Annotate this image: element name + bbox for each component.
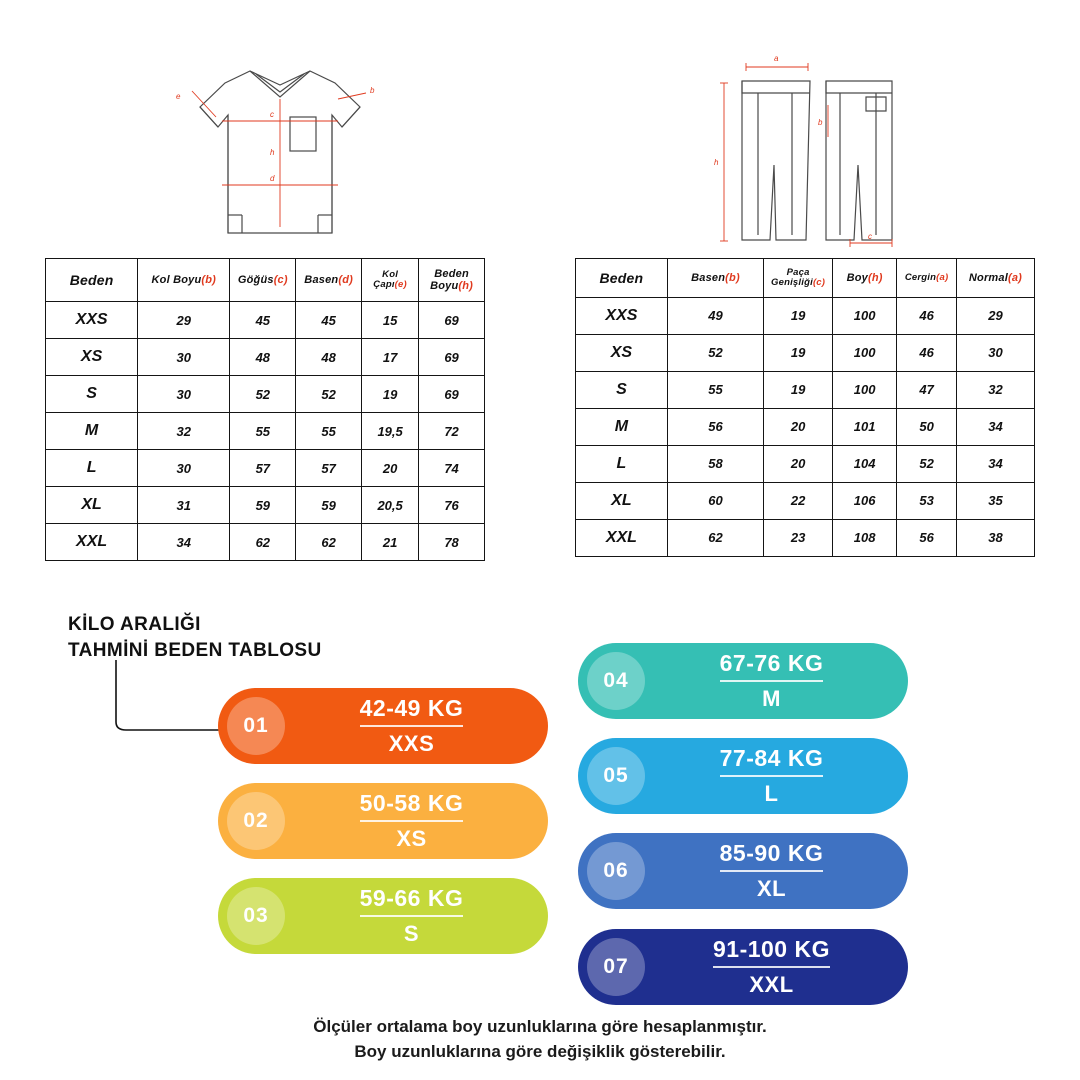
measure-cell: 50 xyxy=(897,408,957,445)
measure-cell: 106 xyxy=(833,482,897,519)
col-beden: Beden xyxy=(576,259,668,298)
shirt-label-b: b xyxy=(370,86,375,95)
table-row xyxy=(46,487,485,524)
col-boy: Boy(h) xyxy=(833,259,897,298)
table-row xyxy=(46,339,485,376)
pill-size-label: S xyxy=(403,921,420,946)
size-label-cell: L xyxy=(576,445,668,482)
pill-size-label: M xyxy=(762,686,781,711)
measure-cell: 55 xyxy=(667,371,763,408)
pill-size-label: XL xyxy=(756,876,787,901)
pill-text xyxy=(285,695,548,757)
measure-cell: 57 xyxy=(230,450,296,487)
col-basen: Basen(d) xyxy=(296,259,362,302)
table-row xyxy=(46,450,485,487)
measure-cell: 29 xyxy=(138,302,230,339)
footnote xyxy=(0,1015,1080,1064)
measure-cell: 34 xyxy=(956,445,1034,482)
size-label-cell: XL xyxy=(46,487,138,524)
pill-size-label: XXS xyxy=(388,731,435,756)
measure-cell: 46 xyxy=(897,334,957,371)
size-label-cell: S xyxy=(576,371,668,408)
shirt-label-h: h xyxy=(270,148,275,157)
measure-cell: 23 xyxy=(764,519,833,556)
measure-cell: 101 xyxy=(833,408,897,445)
measure-cell: 35 xyxy=(956,482,1034,519)
measure-cell: 52 xyxy=(667,334,763,371)
measure-cell: 52 xyxy=(230,376,296,413)
pill-text xyxy=(285,885,548,947)
table-header-row xyxy=(46,259,485,302)
weight-size-pill[interactable] xyxy=(578,929,908,1005)
col-normal: Normal(a) xyxy=(956,259,1034,298)
pants-label-b: b xyxy=(818,118,823,127)
pill-weight-range: 77-84 KG xyxy=(720,745,824,777)
measure-cell: 20 xyxy=(764,445,833,482)
size-label-cell: XL xyxy=(576,482,668,519)
pill-weight-range: 59-66 KG xyxy=(360,885,464,917)
table-row xyxy=(576,334,1035,371)
pants-label-h: h xyxy=(714,158,719,167)
measure-cell: 48 xyxy=(296,339,362,376)
pill-text xyxy=(645,840,908,902)
measure-cell: 30 xyxy=(138,339,230,376)
weight-size-pill[interactable] xyxy=(218,688,548,764)
col-kol-capi: Kol Çapı(e) xyxy=(362,259,419,302)
size-label-cell: M xyxy=(576,408,668,445)
table-row xyxy=(46,376,485,413)
pill-weight-range: 42-49 KG xyxy=(360,695,464,727)
col-beden-boyu: Beden Boyu(h) xyxy=(419,259,485,302)
measure-cell: 30 xyxy=(956,334,1034,371)
measure-cell: 58 xyxy=(667,445,763,482)
measure-cell: 19,5 xyxy=(362,413,419,450)
measure-cell: 104 xyxy=(833,445,897,482)
measure-cell: 52 xyxy=(897,445,957,482)
col-paca-genisligi: Paça Genişliği(c) xyxy=(764,259,833,298)
measure-cell: 62 xyxy=(230,524,296,561)
measure-cell: 55 xyxy=(230,413,296,450)
pants-size-table xyxy=(575,258,1035,557)
col-beden: Beden xyxy=(46,259,138,302)
col-basen: Basen(b) xyxy=(667,259,763,298)
measure-cell: 59 xyxy=(296,487,362,524)
size-label-cell: M xyxy=(46,413,138,450)
shirt-size-table xyxy=(45,258,485,561)
measure-cell: 60 xyxy=(667,482,763,519)
measure-cell: 30 xyxy=(138,376,230,413)
measure-cell: 20 xyxy=(764,408,833,445)
measure-cell: 19 xyxy=(764,371,833,408)
size-label-cell: XXL xyxy=(576,519,668,556)
pill-weight-range: 67-76 KG xyxy=(720,650,824,682)
measure-cell: 34 xyxy=(956,408,1034,445)
measure-cell: 100 xyxy=(833,297,897,334)
measure-cell: 19 xyxy=(362,376,419,413)
pill-weight-range: 85-90 KG xyxy=(720,840,824,872)
measure-cell: 57 xyxy=(296,450,362,487)
size-label-cell: XS xyxy=(576,334,668,371)
bracket-connector xyxy=(112,660,222,740)
size-label-cell: L xyxy=(46,450,138,487)
measure-cell: 108 xyxy=(833,519,897,556)
pill-number-badge: 04 xyxy=(587,652,645,710)
measure-cell: 72 xyxy=(419,413,485,450)
size-label-cell: XXS xyxy=(46,302,138,339)
pill-text xyxy=(645,650,908,712)
table-row xyxy=(46,413,485,450)
measure-cell: 55 xyxy=(296,413,362,450)
measure-cell: 20 xyxy=(362,450,419,487)
measure-cell: 52 xyxy=(296,376,362,413)
table-row xyxy=(576,408,1035,445)
table-row xyxy=(576,297,1035,334)
measure-cell: 59 xyxy=(230,487,296,524)
pants-label-c: c xyxy=(868,232,872,241)
measure-cell: 69 xyxy=(419,376,485,413)
measure-cell: 69 xyxy=(419,339,485,376)
weight-size-pill[interactable] xyxy=(578,643,908,719)
pill-size-label: XS xyxy=(396,826,427,851)
measure-cell: 56 xyxy=(897,519,957,556)
pill-weight-range: 91-100 KG xyxy=(713,936,830,968)
measure-cell: 45 xyxy=(296,302,362,339)
measure-cell: 20,5 xyxy=(362,487,419,524)
pill-number-badge: 05 xyxy=(587,747,645,805)
measure-cell: 47 xyxy=(897,371,957,408)
size-label-cell: XS xyxy=(46,339,138,376)
pill-number-badge: 06 xyxy=(587,842,645,900)
table-row xyxy=(576,519,1035,556)
table-row xyxy=(46,302,485,339)
weight-size-pill[interactable] xyxy=(578,738,908,814)
measure-cell: 45 xyxy=(230,302,296,339)
measure-cell: 38 xyxy=(956,519,1034,556)
measure-cell: 32 xyxy=(138,413,230,450)
size-label-cell: XXL xyxy=(46,524,138,561)
shirt-technical-drawing xyxy=(130,55,430,245)
measure-cell: 49 xyxy=(667,297,763,334)
weight-chart-title-line2: TAHMİNİ BEDEN TABLOSU xyxy=(68,639,322,661)
size-label-cell: S xyxy=(46,376,138,413)
shirt-label-c: c xyxy=(270,110,274,119)
measure-cell: 76 xyxy=(419,487,485,524)
pill-size-label: XXL xyxy=(749,972,794,997)
pants-technical-drawing xyxy=(700,45,930,250)
pill-size-label: L xyxy=(764,781,779,806)
pants-label-a: a xyxy=(774,54,779,63)
pill-number-badge: 07 xyxy=(587,938,645,996)
table-header-row xyxy=(576,259,1035,298)
measure-cell: 100 xyxy=(833,371,897,408)
col-cergin: Cergin(a) xyxy=(897,259,957,298)
measure-cell: 21 xyxy=(362,524,419,561)
footnote-line2: Boy uzunluklarına göre değişiklik gösterebilir. xyxy=(354,1041,726,1061)
measure-cell: 100 xyxy=(833,334,897,371)
measure-cell: 53 xyxy=(897,482,957,519)
weight-size-pill[interactable] xyxy=(218,783,548,859)
measure-cell: 78 xyxy=(419,524,485,561)
measure-cell: 31 xyxy=(138,487,230,524)
measure-cell: 46 xyxy=(897,297,957,334)
measure-cell: 32 xyxy=(956,371,1034,408)
size-label-cell: XXS xyxy=(576,297,668,334)
weight-size-pill[interactable] xyxy=(578,833,908,909)
weight-size-pill[interactable] xyxy=(218,878,548,954)
pill-text xyxy=(645,745,908,807)
shirt-label-d: d xyxy=(270,174,275,183)
measure-cell: 62 xyxy=(296,524,362,561)
pill-text xyxy=(645,936,908,998)
col-gogus: Göğüs(c) xyxy=(230,259,296,302)
col-kol-boyu: Kol Boyu(b) xyxy=(138,259,230,302)
measure-cell: 62 xyxy=(667,519,763,556)
pill-number-badge: 01 xyxy=(227,697,285,755)
pill-number-badge: 03 xyxy=(227,887,285,945)
measure-cell: 19 xyxy=(764,297,833,334)
table-row xyxy=(46,524,485,561)
pill-weight-range: 50-58 KG xyxy=(360,790,464,822)
measure-cell: 74 xyxy=(419,450,485,487)
pill-text xyxy=(285,790,548,852)
measure-cell: 29 xyxy=(956,297,1034,334)
measure-cell: 30 xyxy=(138,450,230,487)
footnote-line1: Ölçüler ortalama boy uzunluklarına göre hesaplanmıştır. xyxy=(313,1017,767,1036)
measure-cell: 15 xyxy=(362,302,419,339)
weight-chart-title xyxy=(68,612,322,663)
measure-cell: 22 xyxy=(764,482,833,519)
measure-cell: 56 xyxy=(667,408,763,445)
measure-cell: 69 xyxy=(419,302,485,339)
measure-cell: 19 xyxy=(764,334,833,371)
table-row xyxy=(576,482,1035,519)
pill-number-badge: 02 xyxy=(227,792,285,850)
measure-cell: 34 xyxy=(138,524,230,561)
measure-cell: 48 xyxy=(230,339,296,376)
weight-chart-title-line1: KİLO ARALIĞI xyxy=(68,614,201,635)
measure-cell: 17 xyxy=(362,339,419,376)
shirt-label-e: e xyxy=(176,92,181,101)
table-row xyxy=(576,445,1035,482)
table-row xyxy=(576,371,1035,408)
